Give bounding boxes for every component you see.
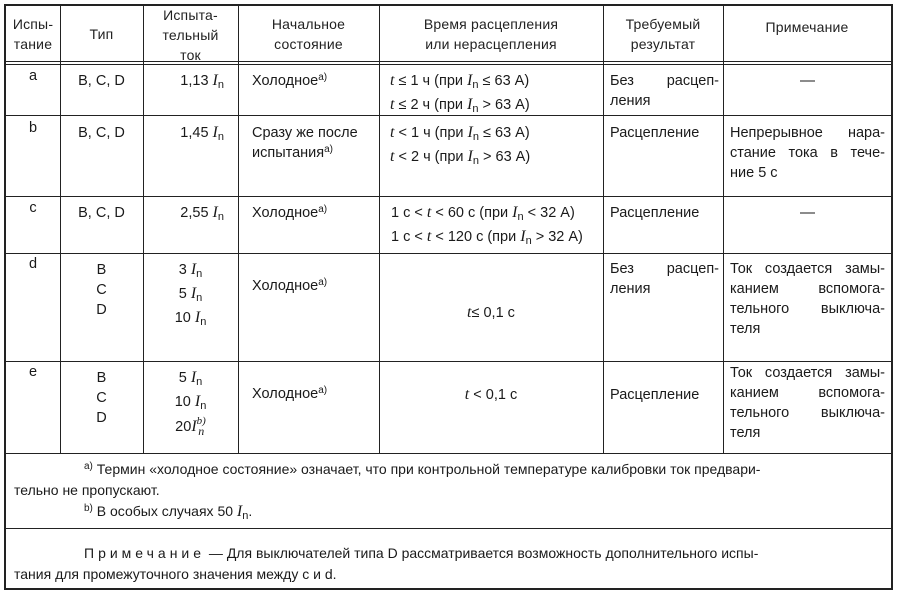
time-variable: t xyxy=(467,304,472,321)
time-limit: < 0,1 с xyxy=(469,387,518,403)
trip-time-line xyxy=(391,203,603,227)
current-subscript: n xyxy=(200,400,207,412)
current-symbol: I xyxy=(190,369,197,386)
time-variable: t xyxy=(426,228,432,245)
required-result-cell xyxy=(603,203,723,223)
test-id: a xyxy=(28,68,38,84)
trip-time-line xyxy=(390,123,603,147)
current-multiplier: 20 xyxy=(175,419,192,435)
footnotes xyxy=(6,459,891,527)
breaker-type: B, C, D xyxy=(78,125,125,141)
test-id: c xyxy=(29,200,37,216)
required-result-text: Без расцеп- xyxy=(610,73,719,89)
type-cell xyxy=(60,123,143,143)
current-subscript: n xyxy=(472,103,479,115)
test-id: d xyxy=(28,256,38,272)
time-prefix: 1 с < xyxy=(391,205,427,221)
initial-state-line xyxy=(252,203,379,223)
time-variable: t xyxy=(464,386,470,403)
note-cell xyxy=(723,123,891,183)
general-note-label: Примечание xyxy=(84,545,206,561)
header-initial-state xyxy=(238,14,379,54)
time-limit: < 32 А) xyxy=(523,205,575,221)
current-symbol: I xyxy=(467,148,473,165)
header-divider xyxy=(6,64,891,65)
initial-state-line xyxy=(252,276,379,296)
row-divider xyxy=(6,453,891,454)
row-divider xyxy=(6,528,891,529)
note-cell xyxy=(723,203,891,223)
initial-state-text: Холодное xyxy=(252,386,319,402)
note-text: тельного выключа- xyxy=(730,301,885,317)
header-current xyxy=(143,5,238,65)
breaker-type: B, C, D xyxy=(78,73,125,89)
current-subscript: n xyxy=(472,131,479,143)
time-condition: ≤ 1 ч (при xyxy=(394,73,468,89)
time-limit: > 63 А) xyxy=(478,97,530,113)
footnote-mark: a) xyxy=(84,461,93,472)
required-result-text: Без расцеп- xyxy=(610,261,719,277)
type-cell xyxy=(60,71,143,91)
breaker-type: D xyxy=(96,302,107,318)
trip-time-cell xyxy=(379,303,603,323)
trip-time-line xyxy=(390,71,603,95)
current-multiplier: 1,45 xyxy=(180,125,209,141)
current-multiplier: 5 xyxy=(178,286,187,302)
initial-state-text: Холодное xyxy=(252,73,319,89)
required-result-text: Расцепление xyxy=(610,125,700,141)
type-cell xyxy=(60,260,143,320)
time-limit: ≤ 63 А) xyxy=(478,125,530,141)
time-condition: ≤ 2 ч (при xyxy=(394,97,468,113)
test-id-cell xyxy=(6,66,60,86)
required-result-cell xyxy=(603,259,723,299)
header-text: Начальное xyxy=(271,16,346,32)
header-divider xyxy=(6,61,891,62)
current-symbol: I xyxy=(191,418,197,435)
current-multiplier: 1,13 xyxy=(180,73,209,89)
note-cell xyxy=(723,71,891,91)
breaker-type: D xyxy=(96,410,107,426)
current-symbol: I xyxy=(236,503,243,520)
header-type xyxy=(60,24,143,44)
test-current-value xyxy=(143,368,238,392)
initial-state-cell xyxy=(238,123,379,163)
current-subscript: n xyxy=(242,510,249,522)
test-current-value xyxy=(143,284,238,308)
current-symbol: I xyxy=(467,72,473,89)
current-multiplier: 2,55 xyxy=(180,205,209,221)
test-current-value xyxy=(143,123,224,147)
current-subscript: n xyxy=(517,211,524,223)
current-subscript: n xyxy=(217,211,224,223)
note-text: стание тока в тече- xyxy=(730,145,885,161)
initial-state-cell xyxy=(238,203,379,223)
test-id: e xyxy=(28,364,38,380)
current-subscript: n xyxy=(196,376,203,388)
breaker-type: B xyxy=(96,262,107,278)
note-text: канием вспомога- xyxy=(730,281,885,297)
current-symbol: I xyxy=(212,124,218,141)
current-subscript: n xyxy=(196,292,203,304)
header-text: состояние xyxy=(274,36,343,52)
note-text: канием вспомога- xyxy=(730,385,885,401)
time-limit: > 32 А) xyxy=(531,229,583,245)
trip-time-line xyxy=(390,95,603,119)
test-current-value xyxy=(143,71,224,95)
time-condition: < 120 с (при xyxy=(431,229,521,245)
initial-state-line xyxy=(252,384,379,404)
header-text: Испы- xyxy=(12,16,54,32)
note-text: Ток создается замы- xyxy=(730,261,885,277)
footnote-b xyxy=(14,501,883,527)
header-text: тание xyxy=(13,36,53,52)
trip-time-line xyxy=(391,227,603,251)
current-symbol: I xyxy=(194,309,201,326)
time-limit: ≤ 0,1 с xyxy=(471,305,515,321)
current-symbol: I xyxy=(194,393,201,410)
footnote-mark: b) xyxy=(84,503,93,514)
initial-state-cell xyxy=(238,384,379,404)
note-text: Ток создается замы- xyxy=(730,365,885,381)
header-test xyxy=(6,14,60,54)
initial-state-line xyxy=(252,71,379,91)
current-multiplier: 5 xyxy=(178,370,187,386)
header-text: Время расцепления xyxy=(423,16,559,32)
initial-state-cell xyxy=(238,71,379,91)
time-prefix: 1 с < xyxy=(391,229,427,245)
test-current-value xyxy=(143,203,224,227)
header-time xyxy=(379,14,603,54)
general-note-text: — Для выключателей типа D рассматривается возможность дополнительного испы- xyxy=(205,545,759,561)
header-result xyxy=(603,14,723,54)
test-current-cell xyxy=(143,260,238,332)
test-id-cell xyxy=(6,198,60,218)
current-subscript: n xyxy=(472,155,479,167)
required-result-text: ления xyxy=(610,281,651,297)
time-variable: t xyxy=(390,148,395,165)
time-variable: t xyxy=(390,96,395,113)
general-note-text: тания для промежуточного значения между с и d. xyxy=(14,566,337,582)
header-text: Испыта- xyxy=(163,7,218,23)
note-text: — xyxy=(800,204,815,221)
header-text: ток xyxy=(180,47,201,63)
test-current-value xyxy=(143,392,238,416)
breaker-type: B xyxy=(96,370,107,386)
current-multiplier: 3 xyxy=(178,262,187,278)
current-subscript: n xyxy=(525,235,532,247)
time-limit: ≤ 63 А) xyxy=(478,73,530,89)
header-text: результат xyxy=(630,36,696,52)
footnote-mark: a) xyxy=(318,72,328,83)
general-note xyxy=(6,543,891,585)
note-text: Непрерывное нара- xyxy=(730,125,885,141)
note-cell xyxy=(723,363,891,443)
initial-state-text: Холодное xyxy=(252,205,319,221)
test-table xyxy=(4,4,893,590)
test-current-value xyxy=(143,260,238,284)
required-result-cell xyxy=(603,123,723,143)
test-id: b xyxy=(28,120,38,136)
required-result-cell xyxy=(603,71,723,111)
note-text: теля xyxy=(730,425,761,441)
current-subscript-group xyxy=(197,416,206,436)
test-current-value xyxy=(143,308,238,332)
required-result-text: Расцепление xyxy=(610,205,700,221)
trip-time-cell xyxy=(379,71,603,119)
current-multiplier: 10 xyxy=(174,394,191,410)
time-condition: < 2 ч (при xyxy=(394,149,468,165)
required-result-cell xyxy=(603,385,723,405)
initial-state-text: испытания xyxy=(252,145,325,161)
time-limit: > 63 А) xyxy=(478,149,531,165)
time-condition: < 1 ч (при xyxy=(394,125,468,141)
current-symbol: I xyxy=(212,72,218,89)
footnote-text: В особых случаях 50 xyxy=(92,503,237,519)
current-subscript: n xyxy=(198,424,205,438)
header-text: или нерасцепления xyxy=(425,36,557,52)
test-current-cell xyxy=(143,123,238,147)
trip-time-line xyxy=(379,303,603,323)
footnote-mark: a) xyxy=(318,385,328,396)
footnote-text: тельно не пропускают. xyxy=(14,482,160,498)
header-note xyxy=(723,17,891,37)
header-text: Требуемый xyxy=(625,16,701,32)
note-cell xyxy=(723,259,891,339)
trip-time-line xyxy=(379,385,603,405)
note-text: теля xyxy=(730,321,761,337)
trip-time-line xyxy=(390,147,603,171)
general-note-line xyxy=(14,543,883,564)
trip-time-cell xyxy=(379,123,603,171)
type-cell xyxy=(60,203,143,223)
test-current-value xyxy=(143,416,238,437)
initial-state-cell xyxy=(238,276,379,296)
trip-time-cell xyxy=(379,385,603,405)
required-result-text: ления xyxy=(610,93,651,109)
note-text: — xyxy=(800,72,815,89)
current-symbol: I xyxy=(467,96,473,113)
footnote-mark: a) xyxy=(318,204,328,215)
footnote-a xyxy=(14,459,883,480)
time-variable: t xyxy=(390,124,395,141)
breaker-type: C xyxy=(96,390,107,406)
test-current-cell xyxy=(143,203,238,227)
breaker-type: B, C, D xyxy=(78,205,125,221)
note-text: тельного выключа- xyxy=(730,405,885,421)
test-id-cell xyxy=(6,362,60,382)
current-subscript: n xyxy=(472,79,479,91)
initial-state-text: Сразу же после xyxy=(252,125,358,141)
header-text: Примечание xyxy=(765,19,849,35)
time-condition: < 60 с (при xyxy=(431,205,513,221)
row-divider xyxy=(6,361,891,362)
row-divider xyxy=(6,253,891,254)
current-symbol: I xyxy=(190,261,197,278)
test-current-cell xyxy=(143,71,238,95)
footnote-mark: a) xyxy=(324,144,334,155)
footnote-text: . xyxy=(248,503,253,519)
initial-state-text: Холодное xyxy=(252,278,319,294)
current-symbol: I xyxy=(212,204,218,221)
time-variable: t xyxy=(426,204,432,221)
row-divider xyxy=(6,196,891,197)
current-symbol: I xyxy=(520,228,526,245)
required-result-text: Расцепление xyxy=(610,387,700,403)
header-text: тельный xyxy=(162,27,219,43)
test-current-cell xyxy=(143,368,238,437)
footnote-mark: b) xyxy=(196,415,206,427)
footnote-text: Термин «холодное состояние» означает, что при контрольной температуре калибровки ток предвари- xyxy=(92,461,761,477)
time-variable: t xyxy=(390,72,395,89)
trip-time-cell xyxy=(379,203,603,251)
initial-state-line xyxy=(252,143,379,163)
test-id-cell xyxy=(6,118,60,138)
current-symbol: I xyxy=(467,124,473,141)
current-symbol: I xyxy=(512,204,518,221)
current-subscript: n xyxy=(217,79,224,91)
note-text: ние 5 с xyxy=(730,165,778,181)
breaker-type: C xyxy=(96,282,107,298)
test-id-cell xyxy=(6,254,60,274)
header-text: Тип xyxy=(89,26,114,42)
current-subscript: n xyxy=(196,268,203,280)
current-subscript: n xyxy=(200,316,207,328)
current-multiplier: 10 xyxy=(174,310,191,326)
footnote-mark: a) xyxy=(318,277,328,288)
current-subscript: n xyxy=(217,131,224,143)
current-symbol: I xyxy=(190,285,197,302)
type-cell xyxy=(60,368,143,428)
